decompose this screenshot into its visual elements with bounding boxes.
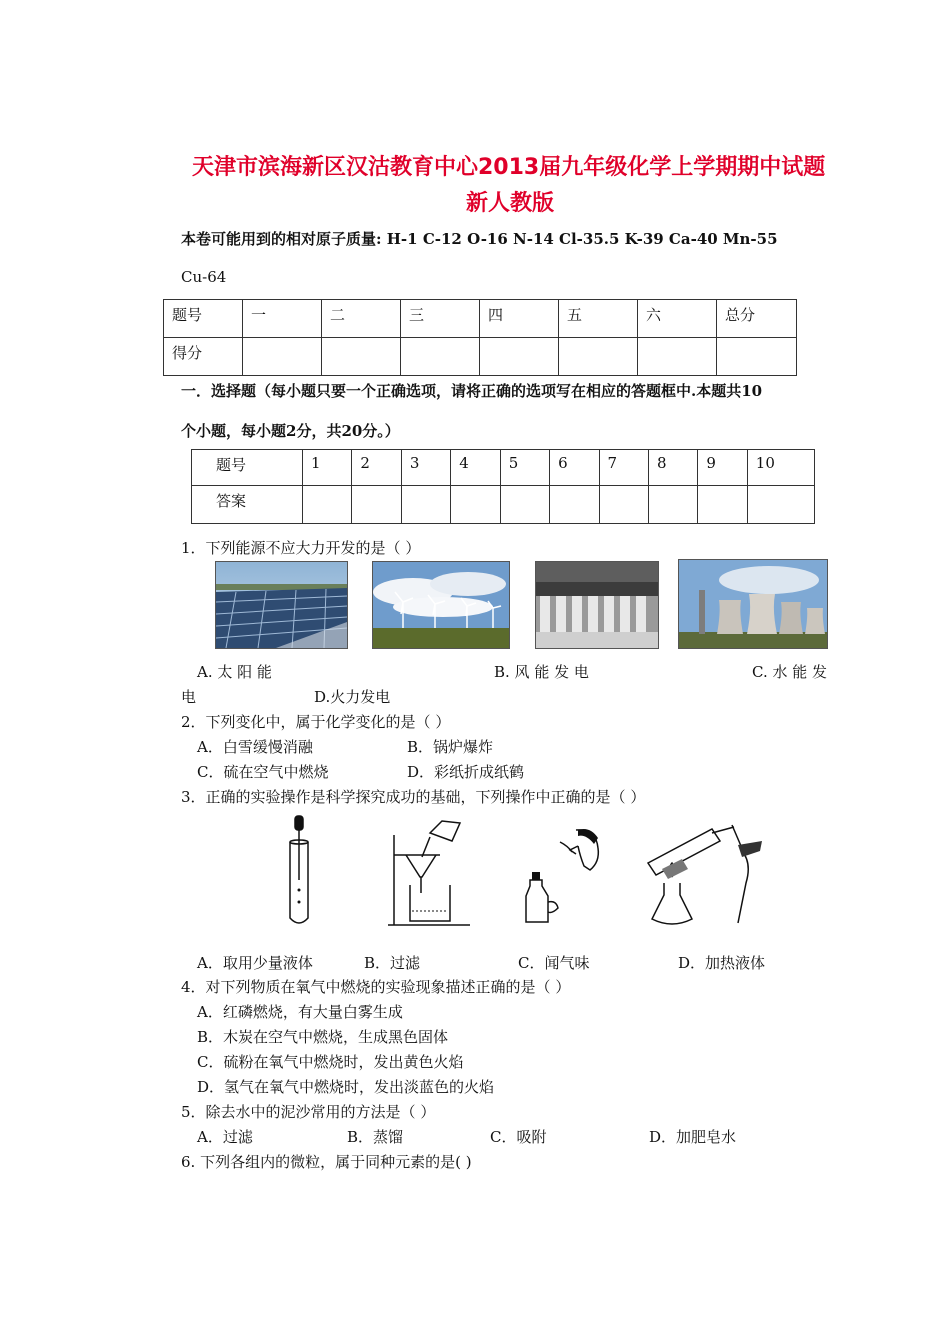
thermal-power-plant-photo <box>678 559 828 649</box>
score-header-cell: 题号 <box>164 300 243 338</box>
q1-option-b: B. 风 能 发 电 <box>494 663 589 681</box>
answer-cell[interactable] <box>599 486 648 524</box>
q3-stem: 3．正确的实验操作是科学探究成功的基础，下列操作中正确的是（ ） <box>181 788 646 806</box>
solar-panel-photo <box>215 561 348 649</box>
answer-cell[interactable] <box>648 486 697 524</box>
q1-option-a: A. 太 阳 能 <box>197 663 272 681</box>
answer-cell[interactable] <box>451 486 500 524</box>
q1-option-c-cont: 电 <box>181 688 197 706</box>
score-row-label: 得分 <box>164 338 243 376</box>
q4-option-c: C．硫粉在氧气中燃烧时，发出黄色火焰 <box>197 1053 464 1071</box>
score-header-cell: 六 <box>638 300 717 338</box>
q5-option-b: B．蒸馏 <box>347 1128 404 1146</box>
section1-line2: 个小题，每小题2分，共20分。） <box>181 422 400 440</box>
answer-header-cell: 10 <box>747 450 814 486</box>
q4-option-b: B．木炭在空气中燃烧，生成黑色固体 <box>197 1028 449 1046</box>
dropper-test-tube-drawing <box>282 814 316 930</box>
q3-option-c: C．闻气味 <box>518 954 590 972</box>
answer-header-cell: 题号 <box>192 450 303 486</box>
q4-option-d: D．氢气在氧气中燃烧时，发出淡蓝色的火焰 <box>197 1078 495 1096</box>
score-cell[interactable] <box>559 338 638 376</box>
title-line2: 新人教版 <box>466 191 555 216</box>
answer-header-cell: 4 <box>451 450 500 486</box>
score-cell[interactable] <box>717 338 797 376</box>
q1-option-c: C. 水 能 发 <box>752 663 828 681</box>
answer-header-cell: 9 <box>698 450 747 486</box>
answer-cell[interactable] <box>500 486 549 524</box>
title-line1: 天津市滨海新区汉沽教育中心2013届九年级化学上学期期中试题 <box>192 155 826 180</box>
answer-cell[interactable] <box>698 486 747 524</box>
score-cell[interactable] <box>638 338 717 376</box>
score-header-cell: 五 <box>559 300 638 338</box>
section1-line1: 一．选择题（每小题只要一个正确选项，请将正确的选项写在相应的答题框中.本题共10 <box>181 382 763 400</box>
q5-option-c: C．吸附 <box>490 1128 547 1146</box>
q1-option-d: D.火力发电 <box>314 688 391 706</box>
q4-stem: 4．对下列物质在氧气中燃烧的实验现象描述正确的是（ ） <box>181 978 571 996</box>
score-cell[interactable] <box>401 338 480 376</box>
q2-option-c: C．硫在空气中燃烧 <box>197 763 329 781</box>
score-table <box>163 299 797 376</box>
answer-cell[interactable] <box>747 486 814 524</box>
heating-liquid-drawing <box>642 823 766 929</box>
atomic-masses-line1: 本卷可能用到的相对原子质量: H-1 C-12 O-16 N-14 Cl-35.5 K-39 Ca-40 Mn-55 <box>181 230 778 248</box>
answer-header-cell: 1 <box>303 450 352 486</box>
q1-stem: 1．下列能源不应大力开发的是（ ） <box>181 539 421 557</box>
answer-header-cell: 5 <box>500 450 549 486</box>
q3-option-d: D．加热液体 <box>678 954 766 972</box>
q5-option-d: D．加肥皂水 <box>649 1128 737 1146</box>
q2-stem: 2．下列变化中，属于化学变化的是（ ） <box>181 713 451 731</box>
answer-header-cell: 6 <box>550 450 599 486</box>
answer-table <box>191 449 815 524</box>
answer-cell[interactable] <box>401 486 450 524</box>
score-cell[interactable] <box>322 338 401 376</box>
filtration-setup-drawing <box>380 815 474 927</box>
q5-option-a: A．过滤 <box>197 1128 253 1146</box>
q2-option-b: B．锅炉爆炸 <box>407 738 494 756</box>
answer-header-cell: 2 <box>352 450 401 486</box>
answer-header-cell: 8 <box>648 450 697 486</box>
q5-stem: 5．除去水中的泥沙常用的方法是（ ） <box>181 1103 436 1121</box>
answer-header-cell: 3 <box>401 450 450 486</box>
score-cell[interactable] <box>243 338 322 376</box>
score-header-cell: 四 <box>480 300 559 338</box>
answer-cell[interactable] <box>352 486 401 524</box>
answer-row-label: 答案 <box>192 486 303 524</box>
score-header-cell: 二 <box>322 300 401 338</box>
q2-option-a: A．白雪缓慢消融 <box>197 738 313 756</box>
q3-option-b: B．过滤 <box>364 954 421 972</box>
score-header-cell: 总分 <box>717 300 797 338</box>
answer-cell[interactable] <box>303 486 352 524</box>
wind-turbines-photo <box>372 561 510 649</box>
score-header-cell: 一 <box>243 300 322 338</box>
hydropower-dam-photo <box>535 561 659 649</box>
answer-header-cell: 7 <box>599 450 648 486</box>
score-cell[interactable] <box>480 338 559 376</box>
atomic-masses-line2: Cu-64 <box>181 268 227 286</box>
q6-stem: 6. 下列各组内的微粒，属于同种元素的是( ) <box>181 1153 472 1171</box>
smelling-gas-drawing <box>520 826 602 926</box>
score-header-cell: 三 <box>401 300 480 338</box>
answer-cell[interactable] <box>550 486 599 524</box>
q3-option-a: A．取用少量液体 <box>197 954 313 972</box>
q4-option-a: A．红磷燃烧，有大量白雾生成 <box>197 1003 403 1021</box>
q2-option-d: D．彩纸折成纸鹤 <box>407 763 525 781</box>
